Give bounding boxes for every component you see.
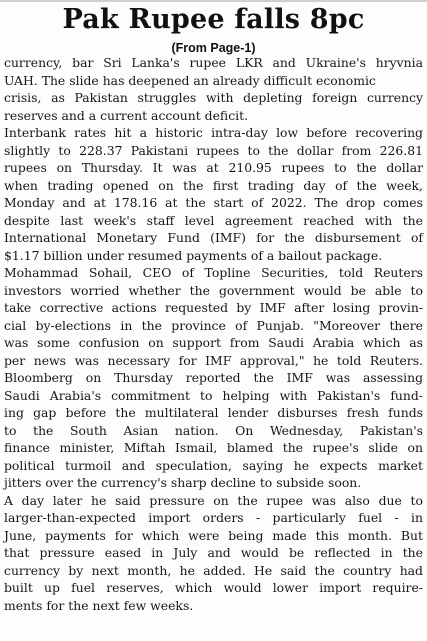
headline: Pak Rupee falls 8pc — [62, 4, 365, 35]
body-line: ments for the next few weeks. — [4, 597, 194, 613]
body-line: political turmoil and speculation, saying he expects market — [4, 457, 423, 473]
body-line: ing gap before the multilateral lender disburses fresh funds — [4, 405, 423, 420]
body-line: Saudi Arabia's commitment to helping with Pakistan's fund- — [4, 387, 423, 403]
body-line: was some confusion on support from Saudi Arabia which as — [4, 335, 423, 350]
body-line: investors worried whether the government would be able to — [4, 282, 423, 298]
body-line: A day later he said pressure on the rupee was also due to — [4, 492, 423, 508]
body-line: rupees on Thursday. It was at 210.95 rupees to the dollar — [4, 160, 423, 175]
body-line: built up fuel reserves, which would lower import require- — [4, 580, 423, 595]
body-line: to the South Asian nation. On Wednesday, Pakistan's — [4, 422, 423, 438]
body-line: June, payments for which were being made this month. But — [4, 527, 423, 543]
body-line: $1.17 billion under resumed payments of a bailout package. — [4, 247, 383, 263]
body-line: currency, bar Sri Lanka's rupee LKR and Ukraine's hryvnia — [4, 55, 423, 70]
body-line: finance minister, Miftah Ismail, blamed the rupee's slide on — [4, 440, 423, 455]
body-line: reserves and a current account deficit. — [4, 107, 249, 123]
continuation-note: (From Page-1) — [171, 41, 256, 55]
body-line: currency by next month, he added. He said the country had — [4, 562, 423, 578]
body-line: Interbank rates hit a historic intra-day low before recovering — [4, 125, 423, 140]
body-line: Monday and at 178.16 at the start of 2022. The drop comes — [4, 195, 423, 210]
body-line: jitters over the currency's sharp decline to subside soon. — [4, 475, 362, 490]
body-line: when trading opened on the first trading day of the week, — [4, 177, 423, 193]
body-line: slightly to 228.37 Pakistani rupees to the dollar from 226.81 — [4, 142, 423, 158]
body-line: Bloomberg on Thursday reported the IMF was assessing — [4, 370, 423, 385]
body-line: cial by-elections in the province of Punjab. "Moreover there — [4, 317, 423, 333]
body-line: International Monetary Fund (IMF) for the disbursement of — [4, 230, 423, 245]
body-line: per news was necessary for IMF approval," he told Reuters. — [4, 352, 423, 368]
body-line: despite last week's staff level agreement reached with the — [4, 212, 423, 228]
body-line: UAH. The slide has deepened an already difficult economic — [4, 72, 376, 88]
body-line: take corrective actions requested by IMF after losing provin- — [4, 300, 423, 315]
article-body — [4, 54, 423, 614]
body-line: Mohammad Sohail, CEO of Topline Securities, told Reuters — [4, 265, 423, 280]
body-line: crisis, as Pakistan struggles with depleting foreign currency — [4, 90, 423, 105]
body-line: that pressure eased in July and would be reflected in the — [4, 545, 423, 560]
body-line: larger-than-expected import orders - particularly fuel - in — [4, 510, 423, 525]
